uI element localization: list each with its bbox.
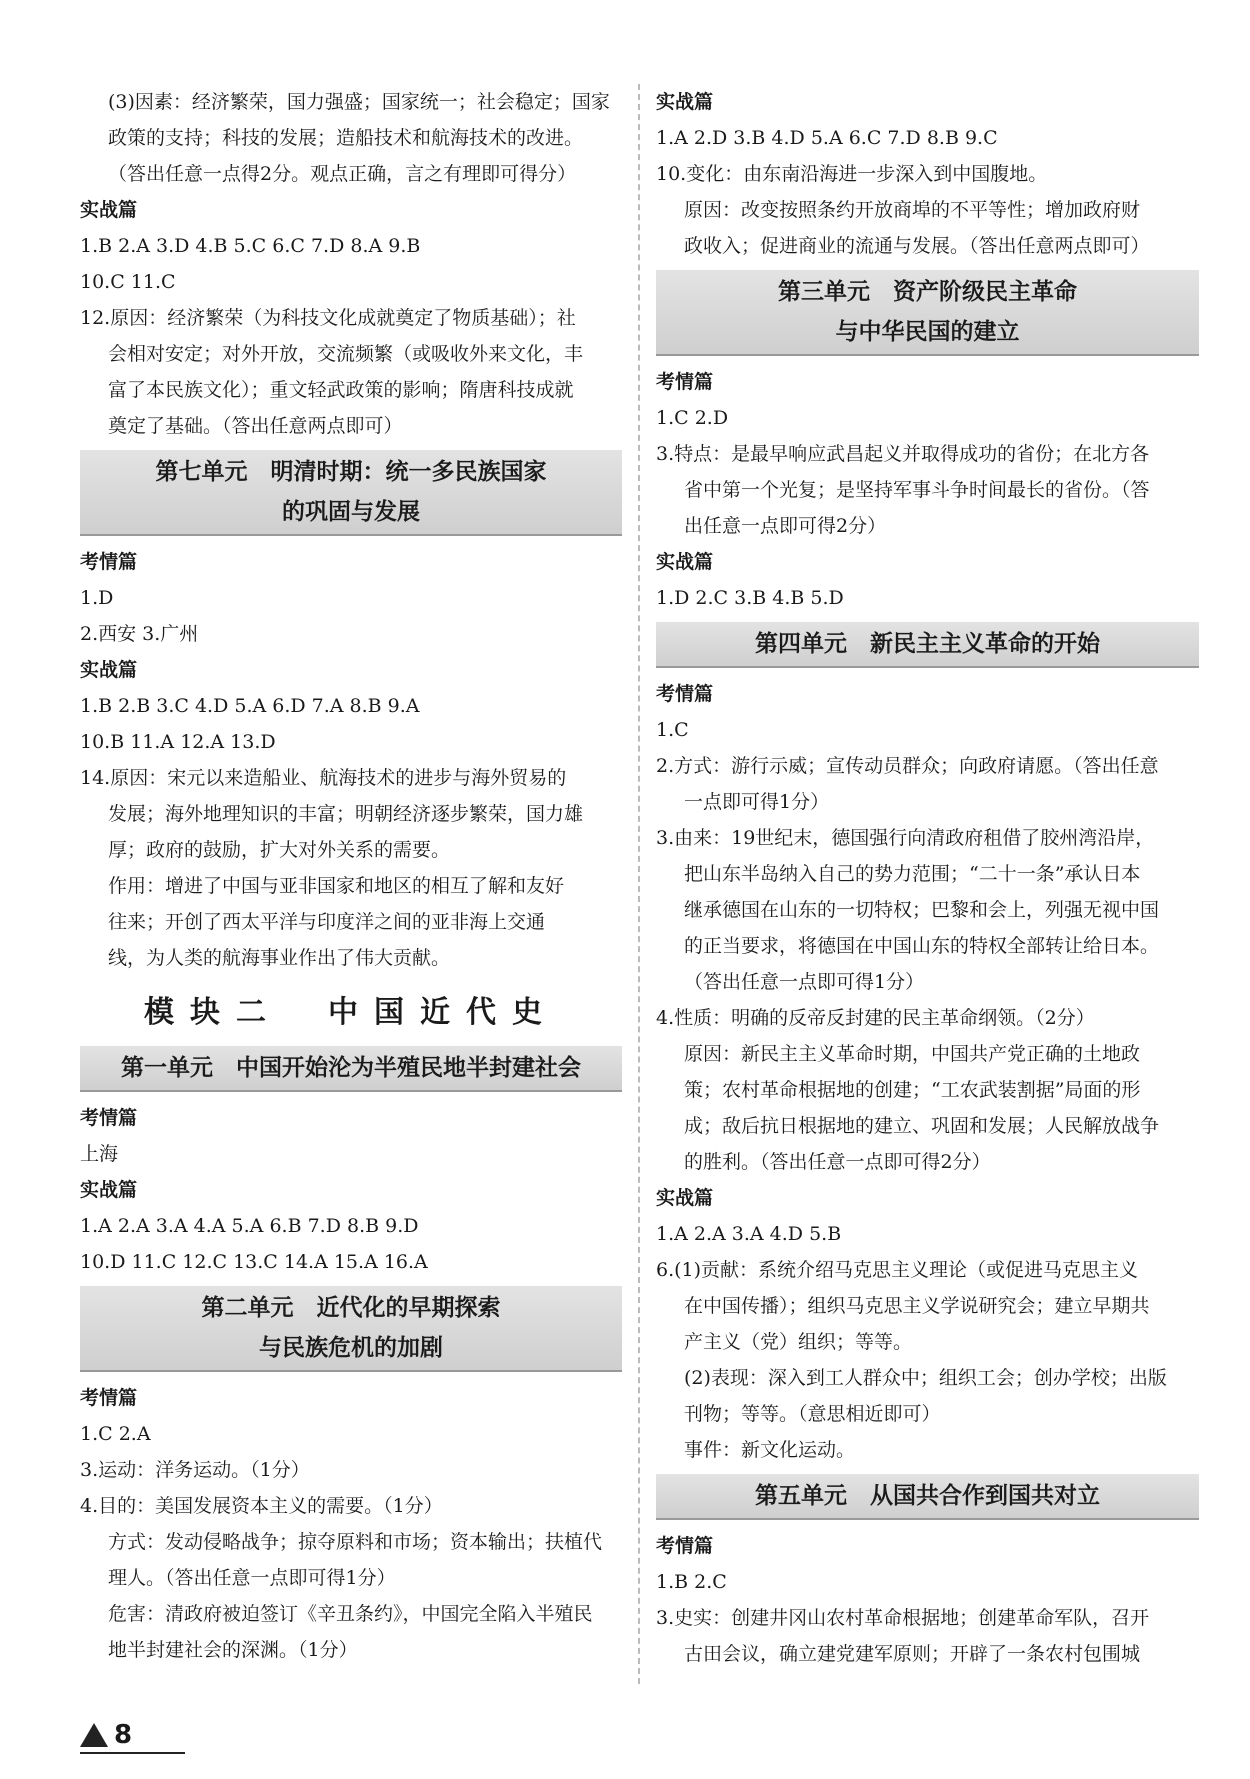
unit-title-line: 第二单元 近代化的早期探索 — [201, 1295, 501, 1321]
section-label: 考情篇 — [80, 551, 138, 573]
answer-line: 1.C 2.D — [656, 407, 729, 429]
text-line: 危害：清政府被迫签订《辛丑条约》，中国完全陷入半殖民 — [108, 1603, 593, 1625]
section-label: 考情篇 — [80, 1387, 138, 1409]
unit-heading — [80, 1046, 622, 1092]
text-line: 3.运动：洋务运动。（1分） — [80, 1459, 310, 1481]
unit-title-line: 与中华民国的建立 — [835, 319, 1020, 345]
text-line: 策；农村革命根据地的创建；“工农武装割据”局面的形 — [684, 1079, 1141, 1101]
text-line: 10.变化：由东南沿海进一步深入到中国腹地。 — [656, 163, 1048, 185]
answer-line: 2.西安 3.广州 — [80, 623, 199, 645]
text-line: 3.特点：是最早响应武昌起义并取得成功的省份；在北方各 — [656, 443, 1150, 465]
unit-heading — [656, 270, 1199, 356]
text-line: 往来；开创了西太平洋与印度洋之间的亚非海上交通 — [108, 911, 546, 933]
text-line: 继承德国在山东的一切特权；巴黎和会上，列强无视中国 — [684, 899, 1160, 921]
section-label: 实战篇 — [80, 1179, 138, 1201]
answer-line: 1.C 2.A — [80, 1423, 151, 1445]
text-line: 12.原因：经济繁荣（为科技文化成就奠定了物质基础）；社 — [80, 307, 576, 329]
answer-line: 1.D 2.C 3.B 4.B 5.D — [656, 587, 844, 609]
section-label: 考情篇 — [80, 1107, 138, 1129]
text-line: 4.性质：明确的反帝反封建的民主革命纲领。（2分） — [656, 1007, 1095, 1029]
unit-title-line: 第一单元 中国开始沦为半殖民地半封建社会 — [121, 1055, 581, 1081]
unit-title-line: 与民族危机的加剧 — [259, 1335, 443, 1361]
text-line: 线，为人类的航海事业作出了伟大贡献。 — [108, 947, 451, 969]
right-column — [656, 84, 1199, 1672]
page-number: 8 — [114, 1720, 133, 1750]
text-line: (2)表现：深入到工人群众中；组织工会；创办学校；出版 — [684, 1367, 1167, 1389]
unit-heading — [656, 1474, 1199, 1520]
answer-line: 上海 — [80, 1143, 119, 1165]
unit-title-line: 第七单元 明清时期：统一多民族国家 — [155, 459, 547, 485]
text-line: 3.由来：19世纪末，德国强行向清政府租借了胶州湾沿岸， — [656, 827, 1155, 849]
text-line: 理人。（答出任意一点即可得1分） — [108, 1567, 396, 1589]
text-line: 发展；海外地理知识的丰富；明朝经济逐步繁荣，国力雄 — [108, 803, 584, 825]
section-label: 实战篇 — [656, 91, 714, 113]
text-line: 政收入；促进商业的流通与发展。（答出任意两点即可） — [684, 235, 1150, 257]
answer-line: 1.C — [656, 719, 689, 741]
footer-rule — [80, 1752, 185, 1754]
answer-line: 1.A 2.A 3.A 4.A 5.A 6.B 7.D 8.B 9.D — [80, 1215, 419, 1237]
text-line: 在中国传播）；组织马克思主义学说研究会；建立早期共 — [684, 1295, 1150, 1317]
answer-line: 10.B 11.A 12.A 13.D — [80, 731, 276, 753]
unit-title-line: 的巩固与发展 — [282, 499, 420, 525]
text-line: 一点即可得1分） — [684, 791, 830, 813]
text-line: 4.目的：美国发展资本主义的需要。（1分） — [80, 1495, 443, 1517]
unit-title-line: 第四单元 新民主主义革命的开始 — [755, 631, 1100, 657]
page-footer — [80, 1720, 132, 1750]
section-label: 实战篇 — [80, 659, 138, 681]
text-line: 地半封建社会的深渊。（1分） — [108, 1639, 358, 1661]
text-line: 作用：增进了中国与亚非国家和地区的相互了解和友好 — [108, 875, 565, 897]
text-line: 刊物；等等。（意思相近即可） — [684, 1403, 941, 1425]
text-line: 3.史实：创建井冈山农村革命根据地；创建革命军队，召开 — [656, 1607, 1150, 1629]
unit-heading — [80, 450, 622, 536]
text-line: 成；敌后抗日根据地的建立、巩固和发展；人民解放战争 — [684, 1115, 1160, 1137]
unit-heading — [80, 1286, 622, 1372]
text-line: 事件：新文化运动。 — [684, 1439, 856, 1461]
answer-line: 10.D 11.C 12.C 13.C 14.A 15.A 16.A — [80, 1251, 428, 1273]
left-column — [80, 84, 622, 1668]
answer-line: 1.D — [80, 587, 114, 609]
text-line: 会相对安定；对外开放，交流频繁（或吸收外来文化，丰 — [108, 343, 584, 365]
unit-heading — [656, 622, 1199, 668]
answer-line: 1.B 2.C — [656, 1571, 727, 1593]
text-line: （答出任意一点得2分。观点正确，言之有理即可得分） — [108, 163, 577, 185]
text-line: 的正当要求，将德国在中国山东的特权全部转让给日本。 — [684, 935, 1160, 957]
answer-line: 1.B 2.B 3.C 4.D 5.A 6.D 7.A 8.B 9.A — [80, 695, 420, 717]
answer-line: 10.C 11.C — [80, 271, 176, 293]
section-label: 实战篇 — [80, 199, 138, 221]
text-line: 2.方式：游行示威；宣传动员群众；向政府请愿。（答出任意 — [656, 755, 1159, 777]
text-line: 产主义（党）组织；等等。 — [684, 1331, 913, 1353]
column-divider — [638, 84, 640, 1684]
brand-logo-icon — [80, 1723, 108, 1747]
text-line: 14.原因：宋元以来造船业、航海技术的进步与海外贸易的 — [80, 767, 567, 789]
answer-line: 1.B 2.A 3.D 4.B 5.C 6.C 7.D 8.A 9.B — [80, 235, 421, 257]
section-label: 实战篇 — [656, 1187, 714, 1209]
module-heading: 模块二 中国近代史 — [144, 995, 558, 1030]
section-label: 实战篇 — [656, 551, 714, 573]
answer-line: 1.A 2.D 3.B 4.D 5.A 6.C 7.D 8.B 9.C — [656, 127, 998, 149]
text-line: 原因：改变按照条约开放商埠的不平等性；增加政府财 — [684, 199, 1141, 221]
text-line: 省中第一个光复；是坚持军事斗争时间最长的省份。（答 — [684, 479, 1150, 501]
section-label: 考情篇 — [656, 1535, 714, 1557]
text-line: 奠定了基础。（答出任意两点即可） — [108, 415, 403, 437]
section-label: 考情篇 — [656, 371, 714, 393]
unit-title-line: 第三单元 资产阶级民主革命 — [778, 279, 1077, 305]
answer-line: 1.A 2.A 3.A 4.D 5.B — [656, 1223, 842, 1245]
unit-title-line: 第五单元 从国共合作到国共对立 — [755, 1483, 1100, 1509]
section-label: 考情篇 — [656, 683, 714, 705]
text-line: 6.(1)贡献：系统介绍马克思主义理论（或促进马克思主义 — [656, 1259, 1139, 1281]
text-line: 的胜利。（答出任意一点即可得2分） — [684, 1151, 991, 1173]
text-line: （答出任意一点即可得1分） — [684, 971, 925, 993]
text-line: 政策的支持；科技的发展；造船技术和航海技术的改进。 — [108, 127, 584, 149]
text-line: 古田会议，确立建党建军原则；开辟了一条农村包围城 — [684, 1643, 1141, 1665]
text-line: 出任意一点即可得2分） — [684, 515, 887, 537]
text-line: 方式：发动侵略战争；掠夺原料和市场；资本输出；扶植代 — [108, 1531, 603, 1553]
text-line: 原因：新民主主义革命时期，中国共产党正确的土地政 — [684, 1043, 1141, 1065]
text-line: 把山东半岛纳入自己的势力范围；“二十一条”承认日本 — [684, 863, 1141, 885]
text-line: 富了本民族文化）；重文轻武政策的影响；隋唐科技成就 — [108, 379, 574, 401]
text-line: (3)因素：经济繁荣，国力强盛；国家统一；社会稳定；国家 — [108, 91, 610, 113]
text-line: 厚；政府的鼓励，扩大对外关系的需要。 — [108, 839, 451, 861]
